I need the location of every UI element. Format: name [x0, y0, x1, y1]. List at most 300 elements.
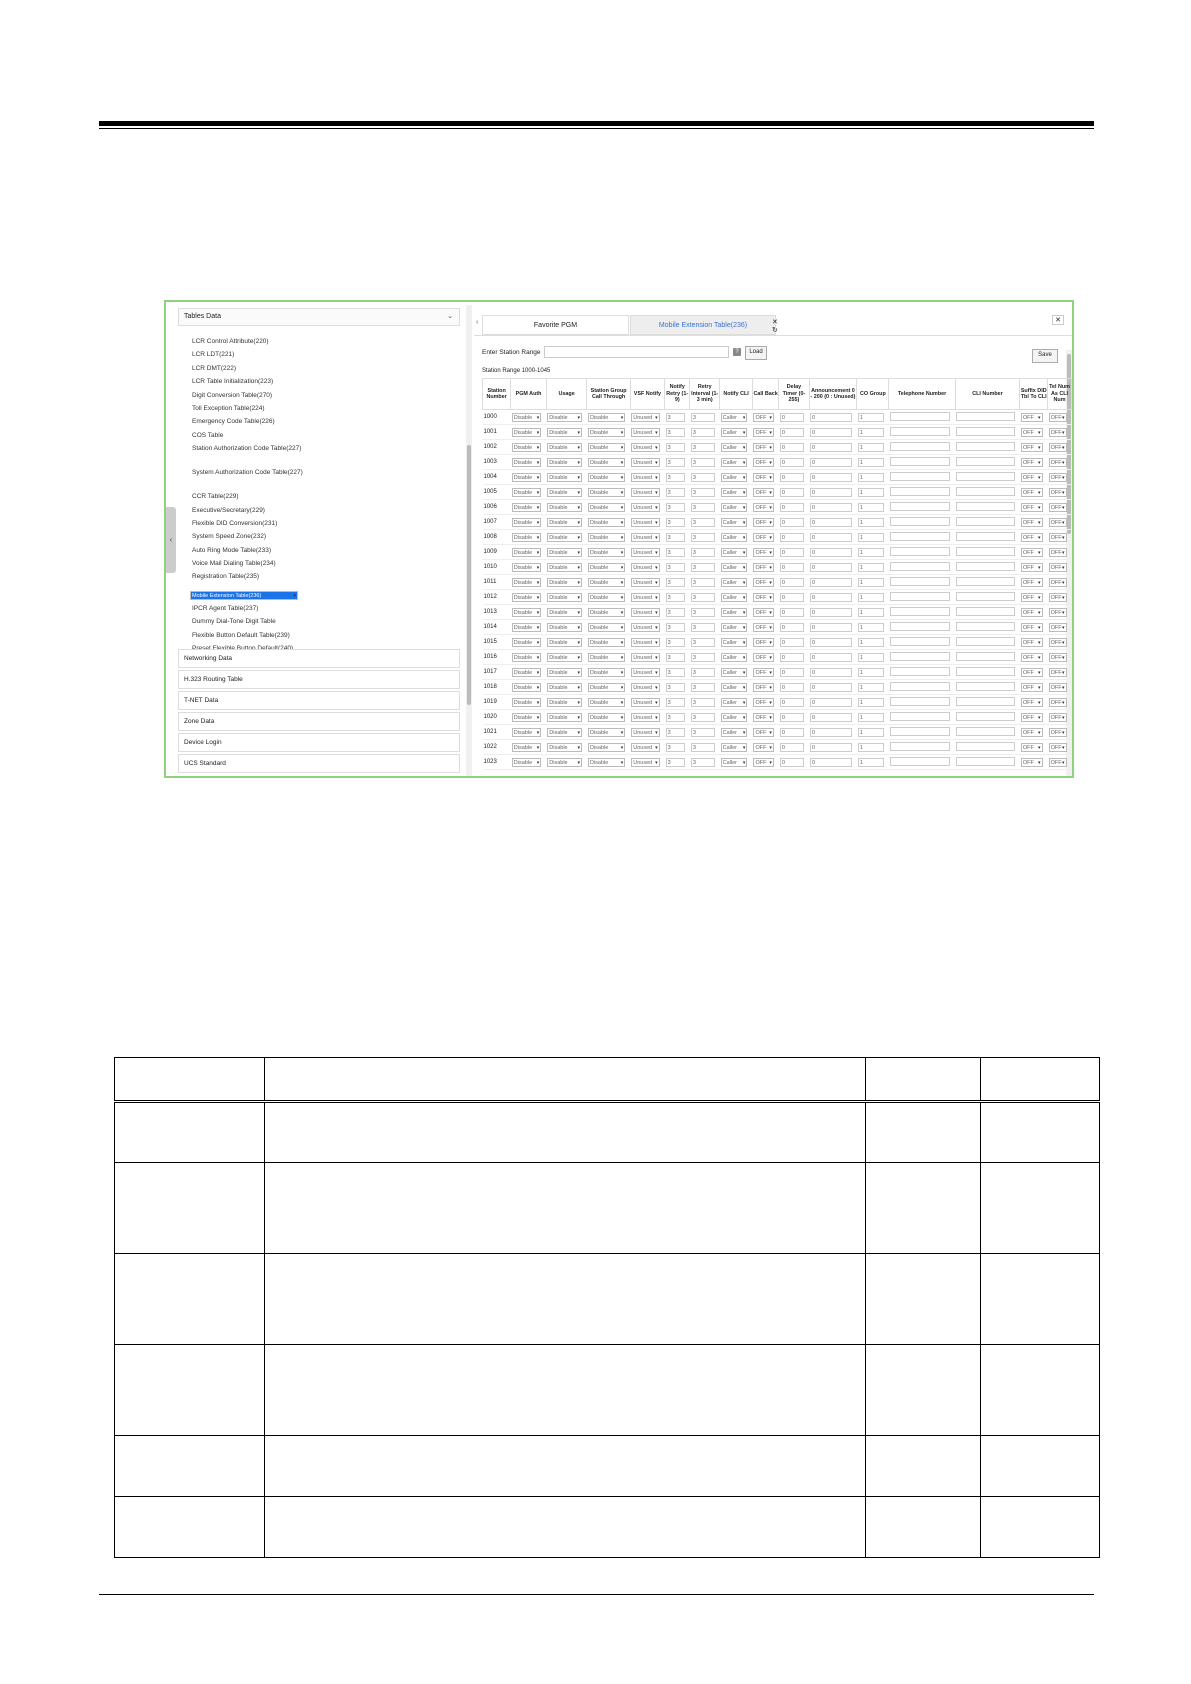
pgm-auth-select[interactable]: Disable ▾ — [512, 443, 541, 452]
cli-number-input[interactable] — [956, 757, 1015, 766]
call-through-select[interactable]: Disable ▾ — [588, 758, 625, 767]
telephone-input[interactable] — [890, 757, 950, 766]
suffix-did-select[interactable]: OFF ▾ — [1021, 518, 1043, 527]
call-through-select[interactable]: Disable ▾ — [588, 683, 625, 692]
notify-retry-input[interactable]: 3 — [666, 668, 685, 677]
tel-as-cli-select[interactable]: OFF ▾ — [1049, 503, 1067, 512]
notify-cli-select[interactable]: Caller ▾ — [721, 488, 748, 497]
call-through-select[interactable]: Disable ▾ — [588, 488, 625, 497]
call-back-select[interactable]: OFF ▾ — [753, 743, 773, 752]
pgm-auth-select[interactable]: Disable ▾ — [512, 488, 541, 497]
co-group-input[interactable]: 1 — [858, 593, 884, 602]
notify-retry-input[interactable]: 3 — [666, 623, 685, 632]
call-back-select[interactable]: OFF ▾ — [753, 503, 773, 512]
tel-as-cli-select[interactable]: OFF ▾ — [1049, 533, 1067, 542]
retry-interval-input[interactable]: 3 — [691, 653, 715, 662]
suffix-did-select[interactable]: OFF ▾ — [1021, 713, 1043, 722]
announcement-input[interactable]: 0 — [810, 443, 852, 452]
suffix-did-select[interactable]: OFF ▾ — [1021, 488, 1043, 497]
suffix-did-select[interactable]: OFF ▾ — [1021, 728, 1043, 737]
cli-number-input[interactable] — [956, 667, 1015, 676]
pgm-auth-select[interactable]: Disable ▾ — [512, 428, 541, 437]
tree-header-tables-data[interactable] — [178, 308, 460, 326]
vsf-notify-select[interactable]: Unused ▾ — [631, 593, 659, 602]
telephone-input[interactable] — [890, 502, 950, 511]
call-back-select[interactable]: OFF ▾ — [753, 473, 773, 482]
vsf-notify-select[interactable]: Unused ▾ — [631, 518, 659, 527]
telephone-input[interactable] — [890, 472, 950, 481]
notify-retry-input[interactable]: 3 — [666, 698, 685, 707]
delay-timer-input[interactable]: 0 — [780, 653, 804, 662]
call-through-select[interactable]: Disable ▾ — [588, 608, 625, 617]
call-through-select[interactable]: Disable ▾ — [588, 563, 625, 572]
retry-interval-input[interactable]: 3 — [691, 638, 715, 647]
sidebar-item[interactable]: System Speed Zone(232) — [192, 533, 267, 541]
announcement-input[interactable]: 0 — [810, 428, 852, 437]
retry-interval-input[interactable]: 3 — [691, 413, 715, 422]
telephone-input[interactable] — [890, 412, 950, 421]
telephone-input[interactable] — [890, 592, 950, 601]
retry-interval-input[interactable]: 3 — [691, 713, 715, 722]
call-back-select[interactable]: OFF ▾ — [753, 728, 773, 737]
notify-cli-select[interactable]: Caller ▾ — [721, 653, 748, 662]
co-group-input[interactable]: 1 — [858, 428, 884, 437]
notify-cli-select[interactable]: Caller ▾ — [721, 443, 748, 452]
sidebar-item[interactable]: Dummy Dial-Tone Digit Table — [192, 618, 276, 626]
call-back-select[interactable]: OFF ▾ — [753, 488, 773, 497]
tab-favorite-pgm[interactable]: Favorite PGM — [482, 315, 629, 335]
delay-timer-input[interactable]: 0 — [780, 638, 804, 647]
sidebar-item[interactable]: Voice Mail Dialing Table(234) — [192, 560, 276, 568]
suffix-did-select[interactable]: OFF ▾ — [1021, 683, 1043, 692]
call-through-select[interactable]: Disable ▾ — [588, 638, 625, 647]
co-group-input[interactable]: 1 — [858, 728, 884, 737]
retry-interval-input[interactable]: 3 — [691, 458, 715, 467]
usage-select[interactable]: Disable ▾ — [547, 473, 582, 482]
vsf-notify-select[interactable]: Unused ▾ — [631, 443, 659, 452]
sidebar-item[interactable]: COS Table — [192, 431, 224, 439]
call-through-select[interactable]: Disable ▾ — [588, 413, 625, 422]
call-back-select[interactable]: OFF ▾ — [753, 413, 773, 422]
retry-interval-input[interactable]: 3 — [691, 443, 715, 452]
vsf-notify-select[interactable]: Unused ▾ — [631, 653, 659, 662]
pgm-auth-select[interactable]: Disable ▾ — [512, 458, 541, 467]
call-through-select[interactable]: Disable ▾ — [588, 428, 625, 437]
cli-number-input[interactable] — [956, 517, 1015, 526]
suffix-did-select[interactable]: OFF ▾ — [1021, 623, 1043, 632]
retry-interval-input[interactable]: 3 — [691, 428, 715, 437]
pgm-auth-select[interactable]: Disable ▾ — [512, 728, 541, 737]
delay-timer-input[interactable]: 0 — [780, 593, 804, 602]
co-group-input[interactable]: 1 — [858, 578, 884, 587]
notify-retry-input[interactable]: 3 — [666, 458, 685, 467]
call-through-select[interactable]: Disable ▾ — [588, 743, 625, 752]
delay-timer-input[interactable]: 0 — [780, 698, 804, 707]
delay-timer-input[interactable]: 0 — [780, 683, 804, 692]
retry-interval-input[interactable]: 3 — [691, 623, 715, 632]
telephone-input[interactable] — [890, 517, 950, 526]
co-group-input[interactable]: 1 — [858, 458, 884, 467]
delay-timer-input[interactable]: 0 — [780, 548, 804, 557]
call-back-select[interactable]: OFF ▾ — [753, 668, 773, 677]
sidebar-item[interactable]: Auto Ring Mode Table(233) — [192, 546, 272, 554]
co-group-input[interactable]: 1 — [858, 503, 884, 512]
call-back-select[interactable]: OFF ▾ — [753, 713, 773, 722]
retry-interval-input[interactable]: 3 — [691, 488, 715, 497]
suffix-did-select[interactable]: OFF ▾ — [1021, 743, 1043, 752]
announcement-input[interactable]: 0 — [810, 653, 852, 662]
tel-as-cli-select[interactable]: OFF ▾ — [1049, 413, 1067, 422]
cli-number-input[interactable] — [956, 697, 1015, 706]
suffix-did-select[interactable]: OFF ▾ — [1021, 638, 1043, 647]
call-back-select[interactable]: OFF ▾ — [753, 458, 773, 467]
pgm-auth-select[interactable]: Disable ▾ — [512, 593, 541, 602]
vsf-notify-select[interactable]: Unused ▾ — [631, 428, 659, 437]
pgm-auth-select[interactable]: Disable ▾ — [512, 743, 541, 752]
usage-select[interactable]: Disable ▾ — [547, 698, 582, 707]
usage-select[interactable]: Disable ▾ — [547, 563, 582, 572]
usage-select[interactable]: Disable ▾ — [547, 758, 582, 767]
usage-select[interactable]: Disable ▾ — [547, 668, 582, 677]
notify-cli-select[interactable]: Caller ▾ — [721, 518, 748, 527]
sidebar-item[interactable]: Flexible Button Default Table(239) — [192, 631, 290, 639]
vsf-notify-select[interactable]: Unused ▾ — [631, 713, 659, 722]
usage-select[interactable]: Disable ▾ — [547, 683, 582, 692]
cli-number-input[interactable] — [956, 727, 1015, 736]
sidebar-item[interactable]: IPCR Agent Table(237) — [192, 604, 259, 612]
delay-timer-input[interactable]: 0 — [780, 443, 804, 452]
telephone-input[interactable] — [890, 607, 950, 616]
pgm-auth-select[interactable]: Disable ▾ — [512, 563, 541, 572]
call-back-select[interactable]: OFF ▾ — [753, 698, 773, 707]
notify-cli-select[interactable]: Caller ▾ — [721, 548, 748, 557]
notify-cli-select[interactable]: Caller ▾ — [721, 593, 748, 602]
co-group-input[interactable]: 1 — [858, 413, 884, 422]
save-button[interactable]: Save — [1032, 349, 1058, 363]
sidebar-item[interactable]: Registration Table(235) — [192, 573, 260, 581]
retry-interval-input[interactable]: 3 — [691, 473, 715, 482]
usage-select[interactable]: Disable ▾ — [547, 608, 582, 617]
notify-retry-input[interactable]: 3 — [666, 683, 685, 692]
notify-retry-input[interactable]: 3 — [666, 608, 685, 617]
cli-number-input[interactable] — [956, 502, 1015, 511]
notify-cli-select[interactable]: Caller ▾ — [721, 563, 748, 572]
usage-select[interactable]: Disable ▾ — [547, 548, 582, 557]
retry-interval-input[interactable]: 3 — [691, 593, 715, 602]
pgm-auth-select[interactable]: Disable ▾ — [512, 713, 541, 722]
announcement-input[interactable]: 0 — [810, 533, 852, 542]
vsf-notify-select[interactable]: Unused ▾ — [631, 563, 659, 572]
suffix-did-select[interactable]: OFF ▾ — [1021, 428, 1043, 437]
pgm-auth-select[interactable]: Disable ▾ — [512, 608, 541, 617]
delay-timer-input[interactable]: 0 — [780, 428, 804, 437]
vsf-notify-select[interactable]: Unused ▾ — [631, 668, 659, 677]
vsf-notify-select[interactable]: Unused ▾ — [631, 608, 659, 617]
pgm-auth-select[interactable]: Disable ▾ — [512, 638, 541, 647]
announcement-input[interactable]: 0 — [810, 623, 852, 632]
notify-retry-input[interactable]: 3 — [666, 758, 685, 767]
pgm-auth-select[interactable]: Disable ▾ — [512, 758, 541, 767]
notify-retry-input[interactable]: 3 — [666, 413, 685, 422]
tel-as-cli-select[interactable]: OFF ▾ — [1049, 593, 1067, 602]
cli-number-input[interactable] — [956, 472, 1015, 481]
cli-number-input[interactable] — [956, 412, 1015, 421]
tel-as-cli-select[interactable]: OFF ▾ — [1049, 608, 1067, 617]
announcement-input[interactable]: 0 — [810, 758, 852, 767]
co-group-input[interactable]: 1 — [858, 518, 884, 527]
sidebar-section[interactable]: Networking Data — [178, 649, 460, 668]
suffix-did-select[interactable]: OFF ▾ — [1021, 503, 1043, 512]
call-through-select[interactable]: Disable ▾ — [588, 698, 625, 707]
call-back-select[interactable]: OFF ▾ — [753, 758, 773, 767]
tel-as-cli-select[interactable]: OFF ▾ — [1049, 713, 1067, 722]
notify-cli-select[interactable]: Caller ▾ — [721, 473, 748, 482]
notify-retry-input[interactable]: 3 — [666, 443, 685, 452]
cli-number-input[interactable] — [956, 487, 1015, 496]
sidebar-item[interactable]: CCR Table(229) — [192, 493, 239, 501]
cli-number-input[interactable] — [956, 547, 1015, 556]
announcement-input[interactable]: 0 — [810, 668, 852, 677]
notify-retry-input[interactable]: 3 — [666, 473, 685, 482]
delay-timer-input[interactable]: 0 — [780, 458, 804, 467]
delay-timer-input[interactable]: 0 — [780, 488, 804, 497]
vsf-notify-select[interactable]: Unused ▾ — [631, 473, 659, 482]
vsf-notify-select[interactable]: Unused ▾ — [631, 683, 659, 692]
cli-number-input[interactable] — [956, 742, 1015, 751]
suffix-did-select[interactable]: OFF ▾ — [1021, 758, 1043, 767]
notify-cli-select[interactable]: Caller ▾ — [721, 683, 748, 692]
tel-as-cli-select[interactable]: OFF ▾ — [1049, 668, 1067, 677]
call-back-select[interactable]: OFF ▾ — [753, 683, 773, 692]
co-group-input[interactable]: 1 — [858, 443, 884, 452]
co-group-input[interactable]: 1 — [858, 758, 884, 767]
notify-retry-input[interactable]: 3 — [666, 488, 685, 497]
sidebar-item[interactable]: Mobile Extension Table(236) ▾ — [190, 591, 298, 600]
notify-cli-select[interactable]: Caller ▾ — [721, 743, 748, 752]
notify-retry-input[interactable]: 3 — [666, 653, 685, 662]
tel-as-cli-select[interactable]: OFF ▾ — [1049, 578, 1067, 587]
notify-cli-select[interactable]: Caller ▾ — [721, 503, 748, 512]
announcement-input[interactable]: 0 — [810, 713, 852, 722]
tel-as-cli-select[interactable]: OFF ▾ — [1049, 638, 1067, 647]
notify-cli-select[interactable]: Caller ▾ — [721, 608, 748, 617]
call-back-select[interactable]: OFF ▾ — [753, 593, 773, 602]
cli-number-input[interactable] — [956, 652, 1015, 661]
usage-select[interactable]: Disable ▾ — [547, 743, 582, 752]
delay-timer-input[interactable]: 0 — [780, 713, 804, 722]
help-icon[interactable]: ? — [733, 348, 741, 356]
cli-number-input[interactable] — [956, 427, 1015, 436]
sidebar-section[interactable]: Zone Data — [178, 712, 460, 731]
notify-cli-select[interactable]: Caller ▾ — [721, 428, 748, 437]
suffix-did-select[interactable]: OFF ▾ — [1021, 578, 1043, 587]
telephone-input[interactable] — [890, 487, 950, 496]
suffix-did-select[interactable]: OFF ▾ — [1021, 443, 1043, 452]
suffix-did-select[interactable]: OFF ▾ — [1021, 413, 1043, 422]
telephone-input[interactable] — [890, 682, 950, 691]
delay-timer-input[interactable]: 0 — [780, 578, 804, 587]
vsf-notify-select[interactable]: Unused ▾ — [631, 623, 659, 632]
vsf-notify-select[interactable]: Unused ▾ — [631, 503, 659, 512]
telephone-input[interactable] — [890, 562, 950, 571]
call-back-select[interactable]: OFF ▾ — [753, 518, 773, 527]
notify-cli-select[interactable]: Caller ▾ — [721, 668, 748, 677]
usage-select[interactable]: Disable ▾ — [547, 458, 582, 467]
telephone-input[interactable] — [890, 697, 950, 706]
cli-number-input[interactable] — [956, 577, 1015, 586]
call-back-select[interactable]: OFF ▾ — [753, 563, 773, 572]
notify-retry-input[interactable]: 3 — [666, 548, 685, 557]
announcement-input[interactable]: 0 — [810, 548, 852, 557]
notify-cli-select[interactable]: Caller ▾ — [721, 578, 748, 587]
vsf-notify-select[interactable]: Unused ▾ — [631, 728, 659, 737]
cli-number-input[interactable] — [956, 532, 1015, 541]
cli-number-input[interactable] — [956, 592, 1015, 601]
co-group-input[interactable]: 1 — [858, 698, 884, 707]
pgm-auth-select[interactable]: Disable ▾ — [512, 548, 541, 557]
notify-retry-input[interactable]: 3 — [666, 503, 685, 512]
pgm-auth-select[interactable]: Disable ▾ — [512, 623, 541, 632]
notify-retry-input[interactable]: 3 — [666, 743, 685, 752]
call-back-select[interactable]: OFF ▾ — [753, 608, 773, 617]
sidebar-section[interactable]: Device Login — [178, 733, 460, 752]
vsf-notify-select[interactable]: Unused ▾ — [631, 758, 659, 767]
tel-as-cli-select[interactable]: OFF ▾ — [1049, 683, 1067, 692]
delay-timer-input[interactable]: 0 — [780, 563, 804, 572]
retry-interval-input[interactable]: 3 — [691, 518, 715, 527]
collapse-sidebar-handle[interactable]: ‹ — [166, 507, 176, 573]
call-through-select[interactable]: Disable ▾ — [588, 458, 625, 467]
delay-timer-input[interactable]: 0 — [780, 743, 804, 752]
usage-select[interactable]: Disable ▾ — [547, 593, 582, 602]
retry-interval-input[interactable]: 3 — [691, 743, 715, 752]
suffix-did-select[interactable]: OFF ▾ — [1021, 458, 1043, 467]
cli-number-input[interactable] — [956, 622, 1015, 631]
pgm-auth-select[interactable]: Disable ▾ — [512, 413, 541, 422]
tab-mobile-extension[interactable]: Mobile Extension Table(236) — [630, 315, 776, 335]
retry-interval-input[interactable]: 3 — [691, 698, 715, 707]
notify-cli-select[interactable]: Caller ▾ — [721, 698, 748, 707]
call-through-select[interactable]: Disable ▾ — [588, 668, 625, 677]
sidebar-item[interactable]: Digit Conversion Table(270) — [192, 391, 273, 399]
usage-select[interactable]: Disable ▾ — [547, 533, 582, 542]
announcement-input[interactable]: 0 — [810, 698, 852, 707]
suffix-did-select[interactable]: OFF ▾ — [1021, 563, 1043, 572]
sidebar-item[interactable]: LCR Control Attribute(220) — [192, 338, 269, 345]
load-button[interactable]: Load — [745, 346, 767, 360]
notify-retry-input[interactable]: 3 — [666, 593, 685, 602]
delay-timer-input[interactable]: 0 — [780, 503, 804, 512]
telephone-input[interactable] — [890, 727, 950, 736]
call-back-select[interactable]: OFF ▾ — [753, 638, 773, 647]
telephone-input[interactable] — [890, 742, 950, 751]
usage-select[interactable]: Disable ▾ — [547, 638, 582, 647]
vsf-notify-select[interactable]: Unused ▾ — [631, 578, 659, 587]
notify-retry-input[interactable]: 3 — [666, 638, 685, 647]
retry-interval-input[interactable]: 3 — [691, 533, 715, 542]
tel-as-cli-select[interactable]: OFF ▾ — [1049, 728, 1067, 737]
delay-timer-input[interactable]: 0 — [780, 533, 804, 542]
telephone-input[interactable] — [890, 547, 950, 556]
sidebar-item[interactable]: Emergency Code Table(226) — [192, 418, 275, 426]
pgm-auth-select[interactable]: Disable ▾ — [512, 698, 541, 707]
delay-timer-input[interactable]: 0 — [780, 413, 804, 422]
delay-timer-input[interactable]: 0 — [780, 623, 804, 632]
call-through-select[interactable]: Disable ▾ — [588, 728, 625, 737]
announcement-input[interactable]: 0 — [810, 413, 852, 422]
notify-cli-select[interactable]: Caller ▾ — [721, 713, 748, 722]
co-group-input[interactable]: 1 — [858, 608, 884, 617]
tel-as-cli-select[interactable]: OFF ▾ — [1049, 623, 1067, 632]
tel-as-cli-select[interactable]: OFF ▾ — [1049, 518, 1067, 527]
notify-cli-select[interactable]: Caller ▾ — [721, 758, 748, 767]
announcement-input[interactable]: 0 — [810, 563, 852, 572]
co-group-input[interactable]: 1 — [858, 653, 884, 662]
call-through-select[interactable]: Disable ▾ — [588, 518, 625, 527]
co-group-input[interactable]: 1 — [858, 713, 884, 722]
delay-timer-input[interactable]: 0 — [780, 473, 804, 482]
notify-retry-input[interactable]: 3 — [666, 428, 685, 437]
call-back-select[interactable]: OFF ▾ — [753, 623, 773, 632]
sidebar-item[interactable]: LCR LDT(221) — [192, 351, 235, 359]
retry-interval-input[interactable]: 3 — [691, 728, 715, 737]
pgm-auth-select[interactable]: Disable ▾ — [512, 533, 541, 542]
notify-retry-input[interactable]: 3 — [666, 713, 685, 722]
co-group-input[interactable]: 1 — [858, 683, 884, 692]
notify-cli-select[interactable]: Caller ▾ — [721, 533, 748, 542]
suffix-did-select[interactable]: OFF ▾ — [1021, 668, 1043, 677]
vsf-notify-select[interactable]: Unused ▾ — [631, 488, 659, 497]
telephone-input[interactable] — [890, 457, 950, 466]
notify-cli-select[interactable]: Caller ▾ — [721, 728, 748, 737]
suffix-did-select[interactable]: OFF ▾ — [1021, 548, 1043, 557]
retry-interval-input[interactable]: 3 — [691, 563, 715, 572]
telephone-input[interactable] — [890, 442, 950, 451]
sidebar-item[interactable]: Executive/Secretary(229) — [192, 506, 265, 514]
announcement-input[interactable]: 0 — [810, 683, 852, 692]
call-through-select[interactable]: Disable ▾ — [588, 503, 625, 512]
sidebar-item[interactable]: LCR DMT(222) — [192, 364, 237, 372]
delay-timer-input[interactable]: 0 — [780, 758, 804, 767]
delay-timer-input[interactable]: 0 — [780, 728, 804, 737]
usage-select[interactable]: Disable ▾ — [547, 518, 582, 527]
call-back-select[interactable]: OFF ▾ — [753, 653, 773, 662]
delay-timer-input[interactable]: 0 — [780, 668, 804, 677]
notify-retry-input[interactable]: 3 — [666, 533, 685, 542]
suffix-did-select[interactable]: OFF ▾ — [1021, 653, 1043, 662]
cli-number-input[interactable] — [956, 562, 1015, 571]
sidebar-section[interactable]: H.323 Routing Table — [178, 670, 460, 689]
co-group-input[interactable]: 1 — [858, 563, 884, 572]
retry-interval-input[interactable]: 3 — [691, 548, 715, 557]
call-through-select[interactable]: Disable ▾ — [588, 533, 625, 542]
telephone-input[interactable] — [890, 667, 950, 676]
usage-select[interactable]: Disable ▾ — [547, 443, 582, 452]
vsf-notify-select[interactable]: Unused ▾ — [631, 743, 659, 752]
announcement-input[interactable]: 0 — [810, 518, 852, 527]
call-back-select[interactable]: OFF ▾ — [753, 548, 773, 557]
station-range-input[interactable] — [544, 346, 729, 358]
cli-number-input[interactable] — [956, 637, 1015, 646]
announcement-input[interactable]: 0 — [810, 488, 852, 497]
notify-retry-input[interactable]: 3 — [666, 518, 685, 527]
announcement-input[interactable]: 0 — [810, 503, 852, 512]
notify-cli-select[interactable]: Caller ▾ — [721, 638, 748, 647]
call-back-select[interactable]: OFF ▾ — [753, 428, 773, 437]
announcement-input[interactable]: 0 — [810, 608, 852, 617]
telephone-input[interactable] — [890, 622, 950, 631]
announcement-input[interactable]: 0 — [810, 473, 852, 482]
